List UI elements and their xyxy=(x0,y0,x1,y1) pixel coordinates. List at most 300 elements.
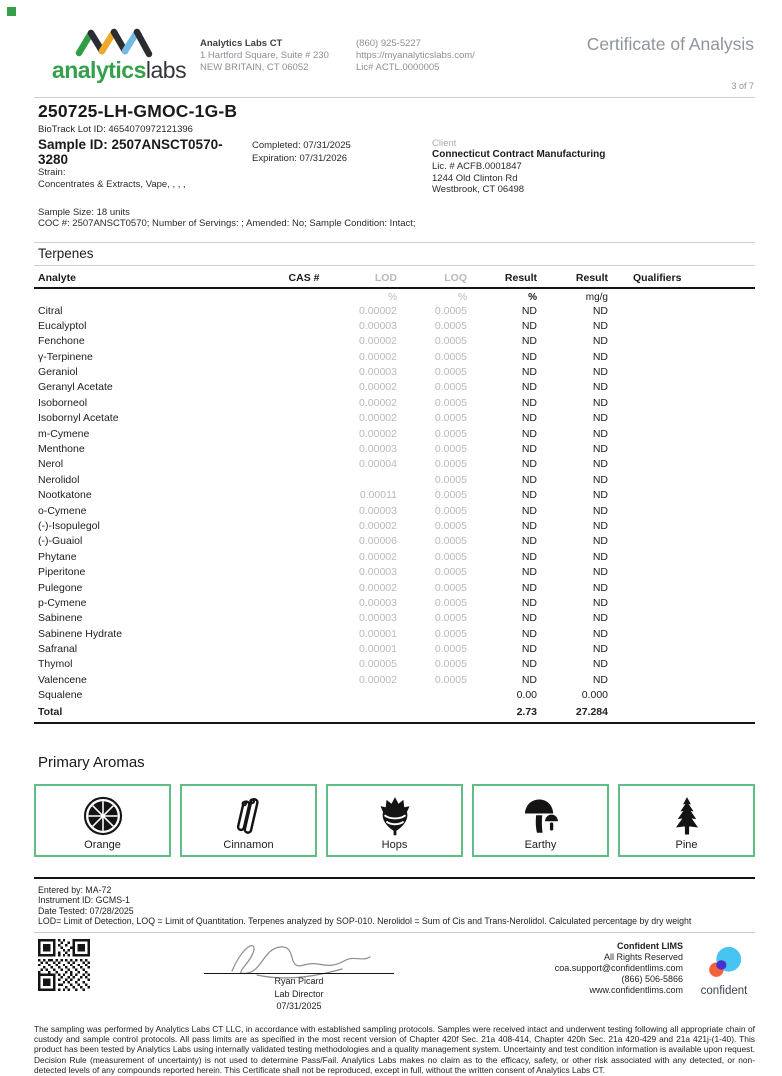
result-pct-cell: ND xyxy=(521,396,537,409)
lod-cell: 0.00002 xyxy=(359,350,397,363)
result-mgg-cell: ND xyxy=(592,396,608,409)
pine-tree-icon xyxy=(666,795,708,837)
signer-name: Ryan Picard xyxy=(274,976,324,987)
header xyxy=(0,0,782,91)
aroma-box-pine xyxy=(618,784,755,857)
lims-block xyxy=(508,939,683,996)
result-mgg-cell: ND xyxy=(592,627,608,640)
lod-cell: 0.00004 xyxy=(359,458,397,471)
analyte-cell: Fenchone xyxy=(38,335,85,348)
lod-cell: 0.00002 xyxy=(359,581,397,594)
total-label: Total xyxy=(38,705,63,718)
cas-cell xyxy=(278,519,330,534)
qualifiers-cell xyxy=(608,519,755,534)
lod-cell: 0.00001 xyxy=(359,643,397,656)
client-label: Client xyxy=(432,138,457,149)
result-mgg-cell: ND xyxy=(592,566,608,579)
lab-phone: (860) 925-5227 xyxy=(356,38,421,49)
terpene-row xyxy=(34,611,755,626)
result-mgg-cell: ND xyxy=(592,319,608,332)
legal-disclaimer: The sampling was performed by Analytics Labs CT LLC, in accordance with established sampling protocols. Samples were received intact and underwent testing following all appropriate chain of custody and sample control protocols. All pass limits are as specified in the most recent version of Chapter 420f Sec. 21a 408-414, Chapter 420h Sec. 21a 420-429 and 21a 421j-(1-40). This product has been tested by Analytics Labs using internally validated testing methodologies and a quality management system. Uncertainty and test condition information is available upon request. Decision Rule (measurement of uncertainty) is not used to determine Pass/Fail. Analytics Labs makes no claim as to the efficacy, safety, or other risk associated with any detected, or non-detected levels of any compounds reported herein. This Certificate shall not be reproduced, except in full, without the written consent of Analytics Labs CT. xyxy=(34,1023,755,1076)
terpene-row xyxy=(34,380,755,395)
cas-cell xyxy=(278,350,330,365)
sample-size-block xyxy=(38,207,755,230)
col-lod: LOD xyxy=(374,271,397,284)
result-mgg-cell: ND xyxy=(592,581,608,594)
loq-cell: 0.0005 xyxy=(434,319,467,332)
qualifiers-cell xyxy=(608,304,755,319)
result-mgg-cell: ND xyxy=(592,381,608,394)
terpene-row xyxy=(34,550,755,565)
cas-cell xyxy=(278,488,330,503)
result-mgg-cell: ND xyxy=(592,550,608,563)
analyte-cell: Eucalyptol xyxy=(38,319,87,332)
terpene-row xyxy=(34,534,755,549)
result-pct-cell: ND xyxy=(521,627,537,640)
loq-cell: 0.0005 xyxy=(434,581,467,594)
lims-rights: All Rights Reserved xyxy=(603,952,683,963)
confident-logo xyxy=(693,939,755,997)
terpene-row xyxy=(34,673,755,688)
signature-date: 07/31/2025 xyxy=(276,1001,322,1012)
terpene-row xyxy=(34,442,755,457)
lod-cell: 0.00002 xyxy=(359,396,397,409)
terpene-row xyxy=(34,334,755,349)
total-result-pct: 2.73 xyxy=(516,705,537,718)
qualifiers-cell xyxy=(608,442,755,457)
result-mgg-cell: ND xyxy=(592,535,608,548)
lab-address-block xyxy=(200,26,346,74)
orange-slice-icon xyxy=(82,795,124,837)
lod-cell: 0.00002 xyxy=(359,335,397,348)
result-mgg-cell: ND xyxy=(592,612,608,625)
cas-cell xyxy=(278,380,330,395)
lod-cell: 0.00003 xyxy=(359,612,397,625)
cas-cell xyxy=(278,411,330,426)
analyte-cell: Thymol xyxy=(38,658,73,671)
result-pct-cell: ND xyxy=(521,366,537,379)
result-mgg-cell: ND xyxy=(592,427,608,440)
result-mgg-cell: ND xyxy=(592,458,608,471)
qr-code xyxy=(38,939,90,991)
lims-phone: (866) 506-5866 xyxy=(621,974,683,985)
loq-cell: 0.0005 xyxy=(434,366,467,379)
result-pct-cell: ND xyxy=(521,658,537,671)
lod-cell: 0.00002 xyxy=(359,519,397,532)
loq-cell: 0.0005 xyxy=(434,443,467,456)
qualifiers-cell xyxy=(608,457,755,472)
lab-name: Analytics Labs CT xyxy=(200,38,283,49)
result-pct-cell: ND xyxy=(521,504,537,517)
instrument-id: Instrument ID: GCMS-1 xyxy=(38,895,130,906)
date-tested: Date Tested: 07/28/2025 xyxy=(38,905,134,916)
analyte-cell: Pulegone xyxy=(38,581,83,594)
loq-cell: 0.0005 xyxy=(434,612,467,625)
result-mgg-cell: ND xyxy=(592,366,608,379)
sample-info-section xyxy=(0,98,782,230)
analyte-cell: Nerolidol xyxy=(38,473,80,486)
lod-cell: 0.00002 xyxy=(359,427,397,440)
terpene-row xyxy=(34,519,755,534)
terpene-row xyxy=(34,688,755,703)
cas-cell xyxy=(278,534,330,549)
zigzag-logo-icon xyxy=(73,26,165,58)
analyte-cell: (-)-Guaiol xyxy=(38,535,83,548)
analyte-cell: Sabinene Hydrate xyxy=(38,627,123,640)
analyte-cell: Nootkatone xyxy=(38,489,92,502)
result-mgg-cell: ND xyxy=(592,412,608,425)
dates-block xyxy=(252,137,432,196)
loq-cell: 0.0005 xyxy=(434,566,467,579)
terpene-row xyxy=(34,473,755,488)
lod-cell: 0.00006 xyxy=(359,535,397,548)
result-pct-cell: ND xyxy=(521,673,537,686)
col-cas: CAS # xyxy=(288,271,320,284)
aroma-label: Hops xyxy=(381,838,408,851)
aroma-box-orange xyxy=(34,784,171,857)
qualifiers-cell xyxy=(608,334,755,349)
cas-cell xyxy=(278,550,330,565)
signature-block xyxy=(90,939,508,1012)
completed-date: Completed: 07/31/2025 xyxy=(252,140,351,151)
terpenes-section-title: Terpenes xyxy=(38,245,94,261)
loq-cell: 0.0005 xyxy=(434,658,467,671)
client-block xyxy=(432,137,755,196)
analyte-cell: Squalene xyxy=(38,689,83,702)
result-pct-cell: ND xyxy=(521,458,537,471)
hops-icon xyxy=(374,795,416,837)
table-bottom-rule xyxy=(34,722,755,724)
expiration-date: Expiration: 07/31/2026 xyxy=(252,153,348,164)
qualifiers-cell xyxy=(608,673,755,688)
terpene-row xyxy=(34,581,755,596)
result-pct-cell: ND xyxy=(521,489,537,502)
lod-cell: 0.00002 xyxy=(359,673,397,686)
lims-email-link[interactable]: coa.support@confidentlims.com xyxy=(554,963,683,974)
lod-cell: 0.00003 xyxy=(359,504,397,517)
lod-loq-note: LOD= Limit of Detection, LOQ = Limit of Quantitation. Terpenes analyzed by SOP-010. Nerolidol = Sum of Cis and Trans-Nerolidol. Calculated percentage by dry weight xyxy=(38,916,692,927)
cas-cell xyxy=(278,319,330,334)
result-mgg-cell: ND xyxy=(592,350,608,363)
cas-cell xyxy=(278,442,330,457)
result-mgg-cell: ND xyxy=(592,335,608,348)
lims-website-link[interactable]: www.confidentlims.com xyxy=(589,985,683,996)
aroma-label: Earthy xyxy=(524,838,557,851)
result-mgg-cell: ND xyxy=(592,673,608,686)
footer-notes xyxy=(0,879,782,927)
qualifiers-cell xyxy=(608,350,755,365)
primary-aromas-title: Primary Aromas xyxy=(38,753,145,771)
analytics-labs-logo xyxy=(50,26,188,82)
aroma-label: Pine xyxy=(675,838,698,851)
coc-line: COC #: 2507ANSCT0570; Number of Servings: ; Amended: No; Sample Condition: Intact; xyxy=(38,218,416,229)
sample-id-block xyxy=(38,137,252,196)
qualifiers-cell xyxy=(608,611,755,626)
analyte-cell: Isoborneol xyxy=(38,396,88,409)
terpene-row xyxy=(34,350,755,365)
loq-cell: 0.0005 xyxy=(434,350,467,363)
cas-cell xyxy=(278,657,330,672)
aroma-box-cinnamon xyxy=(180,784,317,857)
page-number: 3 of 7 xyxy=(731,81,754,91)
terpene-table xyxy=(34,266,755,724)
result-mgg-cell: ND xyxy=(592,443,608,456)
result-mgg-cell: ND xyxy=(592,304,608,317)
lab-address-line1: 1 Hartford Square, Suite # 230 xyxy=(200,50,329,61)
result-pct-cell: ND xyxy=(521,473,537,486)
terpene-row xyxy=(34,304,755,319)
entered-by: Entered by: MA-72 xyxy=(38,884,112,895)
loq-cell: 0.0005 xyxy=(434,519,467,532)
loq-cell: 0.0005 xyxy=(434,550,467,563)
result-mgg-cell: 0.000 xyxy=(581,689,608,702)
loq-cell xyxy=(397,688,467,703)
terpene-row xyxy=(34,627,755,642)
col-result-pct: Result xyxy=(504,271,537,284)
analyte-cell: Valencene xyxy=(38,673,87,686)
loq-cell: 0.0005 xyxy=(434,535,467,548)
lod-cell: 0.00003 xyxy=(359,566,397,579)
qualifiers-cell xyxy=(608,427,755,442)
strain-value: Concentrates & Extracts, Vape, , , , xyxy=(38,178,186,190)
lod-cell: 0.00002 xyxy=(359,550,397,563)
terpene-row xyxy=(34,427,755,442)
result-mgg-cell: ND xyxy=(592,489,608,502)
lab-website-link[interactable]: https://myanalyticslabs.com/ xyxy=(356,50,475,61)
result-pct-cell: 0.00 xyxy=(516,689,537,702)
lod-cell: 0.00002 xyxy=(359,304,397,317)
analyte-cell: Nerol xyxy=(38,458,64,471)
qualifiers-cell xyxy=(608,550,755,565)
terpene-row xyxy=(34,657,755,672)
analyte-cell: (-)-Isopulegol xyxy=(38,519,100,532)
analyte-cell: p-Cymene xyxy=(38,596,87,609)
signer-title: Lab Director xyxy=(274,988,324,999)
cas-cell xyxy=(278,304,330,319)
qualifiers-cell xyxy=(608,565,755,580)
unit-lod: % xyxy=(388,291,397,303)
cas-cell xyxy=(278,596,330,611)
batch-code: 250725-LH-GMOC-1G-B xyxy=(38,101,238,121)
terpene-row xyxy=(34,596,755,611)
qualifiers-cell xyxy=(608,319,755,334)
terpene-total-row xyxy=(34,704,755,720)
result-pct-cell: ND xyxy=(521,612,537,625)
unit-result-pct: % xyxy=(528,291,537,303)
sample-detail-row xyxy=(38,137,755,196)
lab-address-line2: NEW BRITAIN, CT 06052 xyxy=(200,62,309,73)
corner-mark xyxy=(7,7,16,16)
result-mgg-cell: ND xyxy=(592,643,608,656)
qualifiers-cell xyxy=(608,688,755,703)
result-pct-cell: ND xyxy=(521,566,537,579)
loq-cell: 0.0005 xyxy=(434,627,467,640)
qualifiers-cell xyxy=(608,473,755,488)
mushroom-icon xyxy=(520,795,562,837)
result-pct-cell: ND xyxy=(521,643,537,656)
lod-cell: 0.00001 xyxy=(359,627,397,640)
result-pct-cell: ND xyxy=(521,381,537,394)
qualifiers-cell xyxy=(608,657,755,672)
cas-cell xyxy=(278,365,330,380)
loq-cell: 0.0005 xyxy=(434,427,467,440)
result-mgg-cell: ND xyxy=(592,596,608,609)
result-mgg-cell: ND xyxy=(592,473,608,486)
confident-logo-text: confident xyxy=(700,985,748,998)
col-analyte: Analyte xyxy=(38,271,76,284)
result-pct-cell: ND xyxy=(521,304,537,317)
result-pct-cell: ND xyxy=(521,319,537,332)
result-pct-cell: ND xyxy=(521,443,537,456)
cas-cell xyxy=(278,334,330,349)
loq-cell: 0.0005 xyxy=(434,473,467,486)
loq-cell: 0.0005 xyxy=(434,643,467,656)
result-pct-cell: ND xyxy=(521,596,537,609)
result-mgg-cell: ND xyxy=(592,504,608,517)
strain-label: Strain: xyxy=(38,167,66,178)
signature-row xyxy=(0,933,782,1012)
qualifiers-cell xyxy=(608,488,755,503)
terpene-row xyxy=(34,457,755,472)
signature-line xyxy=(204,973,394,974)
client-name: Connecticut Contract Manufacturing xyxy=(432,149,606,160)
analyte-cell: γ-Terpinene xyxy=(38,350,93,363)
terpene-table-header xyxy=(34,266,755,289)
result-pct-cell: ND xyxy=(521,550,537,563)
confident-logo-icon xyxy=(704,945,744,983)
primary-aromas-section xyxy=(34,754,755,857)
terpene-row xyxy=(34,504,755,519)
lod-cell: 0.00011 xyxy=(359,489,397,502)
aroma-box-hops xyxy=(326,784,463,857)
result-pct-cell: ND xyxy=(521,427,537,440)
analyte-cell: Geranyl Acetate xyxy=(38,381,113,394)
lab-license: Lic# ACTL.0000005 xyxy=(356,62,440,73)
analyte-cell: Menthone xyxy=(38,443,85,456)
analyte-cell: Safranal xyxy=(38,643,78,656)
terpene-row xyxy=(34,565,755,580)
loq-cell: 0.0005 xyxy=(434,335,467,348)
terpene-table-body xyxy=(34,304,755,704)
analyte-cell: Sabinene xyxy=(38,612,83,625)
lod-cell: 0.00002 xyxy=(359,412,397,425)
col-loq: LOQ xyxy=(444,271,467,284)
unit-result-mgg: mg/g xyxy=(585,291,608,303)
client-address1: 1244 Old Clinton Rd xyxy=(432,172,518,184)
terpene-row xyxy=(34,642,755,657)
analyte-cell: Piperitone xyxy=(38,566,86,579)
qualifiers-cell xyxy=(608,380,755,395)
result-mgg-cell: ND xyxy=(592,658,608,671)
cas-cell xyxy=(278,673,330,688)
analyte-cell: Geraniol xyxy=(38,366,78,379)
qualifiers-cell xyxy=(608,411,755,426)
lod-cell: 0.00003 xyxy=(359,596,397,609)
cas-cell xyxy=(278,504,330,519)
wordmark-labs: labs xyxy=(145,57,187,83)
terpene-row xyxy=(34,411,755,426)
terpenes-section xyxy=(0,242,782,724)
loq-cell: 0.0005 xyxy=(434,504,467,517)
aroma-box-earthy xyxy=(472,784,609,857)
aroma-row xyxy=(34,784,755,857)
analyte-cell: Phytane xyxy=(38,550,77,563)
terpene-row xyxy=(34,319,755,334)
qualifiers-cell xyxy=(608,534,755,549)
lod-cell: 0.00005 xyxy=(359,658,397,671)
qualifiers-cell xyxy=(608,396,755,411)
qualifiers-cell xyxy=(608,581,755,596)
analyte-cell: m-Cymene xyxy=(38,427,90,440)
lod-cell: 0.00002 xyxy=(359,381,397,394)
wordmark-analytics: analytics xyxy=(51,57,146,83)
cas-cell xyxy=(278,473,330,488)
analyte-cell: Citral xyxy=(38,304,63,317)
cas-cell xyxy=(278,611,330,626)
cas-cell xyxy=(278,627,330,642)
qualifiers-cell xyxy=(608,504,755,519)
result-pct-cell: ND xyxy=(521,519,537,532)
brand-wordmark xyxy=(52,58,186,82)
result-pct-cell: ND xyxy=(521,412,537,425)
lod-cell xyxy=(330,688,397,703)
loq-cell: 0.0005 xyxy=(434,381,467,394)
terpene-row xyxy=(34,365,755,380)
cas-cell xyxy=(278,427,330,442)
analyte-cell: Isobornyl Acetate xyxy=(38,412,119,425)
result-pct-cell: ND xyxy=(521,350,537,363)
lims-name: Confident LIMS xyxy=(617,941,683,952)
cas-cell xyxy=(278,688,330,703)
biotrack-lot-id: BioTrack Lot ID: 4654070972121396 xyxy=(38,124,193,135)
loq-cell: 0.0005 xyxy=(434,489,467,502)
cas-cell xyxy=(278,581,330,596)
col-qualifiers: Qualifiers xyxy=(633,271,682,284)
result-mgg-cell: ND xyxy=(592,519,608,532)
terpene-row xyxy=(34,396,755,411)
cas-cell xyxy=(278,565,330,580)
col-result-mgg: Result xyxy=(575,271,608,284)
cas-cell xyxy=(278,642,330,657)
doc-title: Certificate of Analysis xyxy=(586,34,754,54)
aroma-label: Orange xyxy=(84,838,121,851)
client-license: Lic. # ACFB.0001847 xyxy=(432,161,522,172)
client-address2: Westbrook, CT 06498 xyxy=(432,184,525,195)
aroma-label: Cinnamon xyxy=(223,838,274,851)
sample-id: Sample ID: 2507ANSCT0570-3280 xyxy=(38,137,223,167)
sample-size: Sample Size: 18 units xyxy=(38,206,130,218)
doc-title-block xyxy=(516,26,754,91)
loq-cell: 0.0005 xyxy=(434,304,467,317)
loq-cell: 0.0005 xyxy=(434,673,467,686)
qualifiers-cell xyxy=(608,365,755,380)
lod-cell: 0.00003 xyxy=(359,443,397,456)
qualifiers-cell xyxy=(608,627,755,642)
total-result-mgg: 27.284 xyxy=(575,705,608,718)
unit-loq: % xyxy=(458,291,467,303)
result-pct-cell: ND xyxy=(521,581,537,594)
loq-cell: 0.0005 xyxy=(434,412,467,425)
lab-contact-block xyxy=(356,26,516,74)
loq-cell: 0.0005 xyxy=(434,396,467,409)
result-pct-cell: ND xyxy=(521,335,537,348)
cas-cell xyxy=(278,457,330,472)
loq-cell: 0.0005 xyxy=(434,596,467,609)
terpene-units-row xyxy=(34,289,755,304)
terpene-row xyxy=(34,488,755,503)
result-pct-cell: ND xyxy=(521,535,537,548)
qualifiers-cell xyxy=(608,596,755,611)
